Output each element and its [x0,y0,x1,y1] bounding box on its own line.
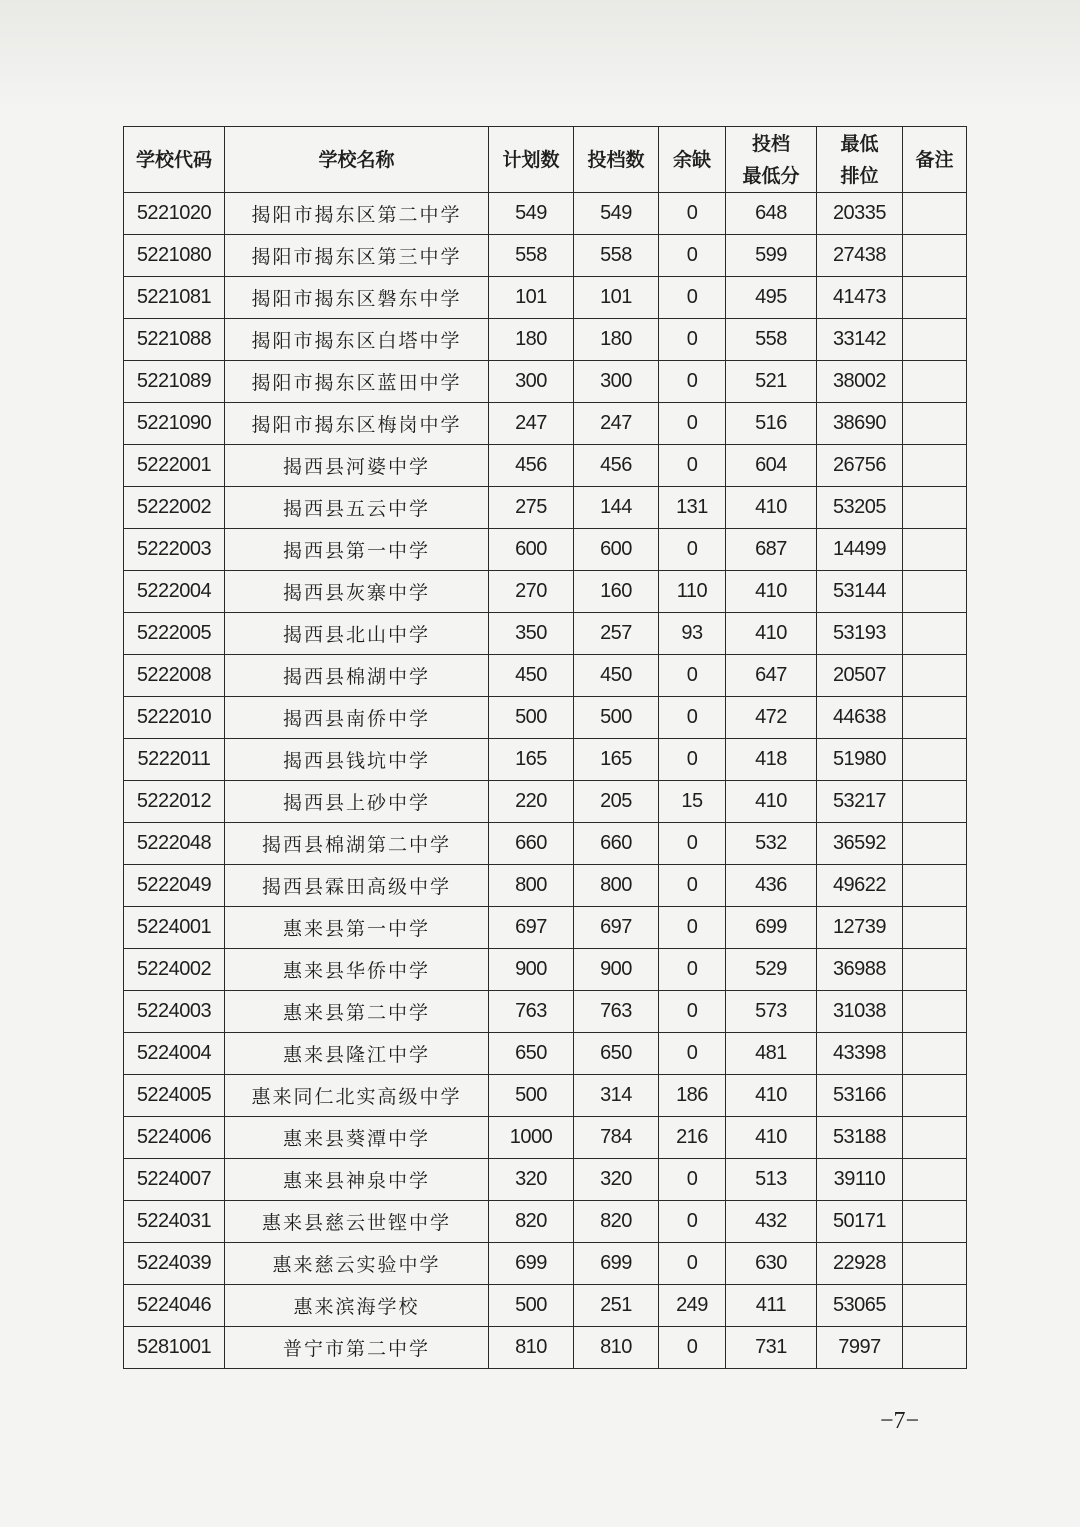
cell-remarks [903,697,967,739]
cell-vacancy: 0 [659,865,726,907]
cell-remarks [903,1201,967,1243]
cell-min-score: 410 [726,571,817,613]
table-body [124,193,967,1369]
cell-remarks [903,445,967,487]
cell-vacancy: 0 [659,1159,726,1201]
cell-vacancy: 0 [659,739,726,781]
cell-code: 5221020 [124,193,225,235]
cell-name: 揭西县北山中学 [225,613,489,655]
cell-code: 5281001 [124,1327,225,1369]
cell-name: 惠来同仁北实高级中学 [225,1075,489,1117]
cell-plan: 558 [489,235,574,277]
header-code: 学校代码 [124,127,225,193]
cell-vacancy: 110 [659,571,726,613]
table-header-row [124,127,967,193]
cell-code: 5224002 [124,949,225,991]
cell-name: 惠来县华侨中学 [225,949,489,991]
cell-code: 5224046 [124,1285,225,1327]
cell-filed: 784 [574,1117,659,1159]
cell-min-rank: 27438 [817,235,903,277]
cell-filed: 763 [574,991,659,1033]
cell-name: 揭西县灰寨中学 [225,571,489,613]
cell-code: 5222002 [124,487,225,529]
cell-filed: 900 [574,949,659,991]
cell-min-rank: 53144 [817,571,903,613]
cell-filed: 205 [574,781,659,823]
cell-min-rank: 38002 [817,361,903,403]
cell-filed: 549 [574,193,659,235]
cell-filed: 450 [574,655,659,697]
cell-code: 5222010 [124,697,225,739]
cell-name: 揭阳市揭东区第二中学 [225,193,489,235]
cell-plan: 1000 [489,1117,574,1159]
cell-min-score: 558 [726,319,817,361]
cell-filed: 558 [574,235,659,277]
cell-plan: 697 [489,907,574,949]
cell-min-score: 647 [726,655,817,697]
cell-min-score: 516 [726,403,817,445]
cell-min-score: 436 [726,865,817,907]
cell-vacancy: 0 [659,1201,726,1243]
cell-min-rank: 50171 [817,1201,903,1243]
cell-plan: 660 [489,823,574,865]
cell-remarks [903,1159,967,1201]
header-min-score-line1: 投档 [751,132,790,155]
cell-vacancy: 0 [659,277,726,319]
cell-vacancy: 93 [659,613,726,655]
cell-min-rank: 20335 [817,193,903,235]
cell-filed: 165 [574,739,659,781]
cell-min-rank: 43398 [817,1033,903,1075]
header-min-rank-line1: 最低 [840,132,879,155]
cell-code: 5222003 [124,529,225,571]
cell-min-rank: 7997 [817,1327,903,1369]
cell-min-rank: 41473 [817,277,903,319]
cell-filed: 300 [574,361,659,403]
cell-filed: 247 [574,403,659,445]
table-row [124,1285,967,1327]
cell-min-rank: 33142 [817,319,903,361]
cell-filed: 180 [574,319,659,361]
cell-vacancy: 0 [659,655,726,697]
cell-name: 揭阳市揭东区第三中学 [225,235,489,277]
header-vacancy: 余缺 [659,127,726,193]
header-min-rank [817,127,903,193]
cell-remarks [903,1117,967,1159]
cell-code: 5224003 [124,991,225,1033]
cell-min-score: 410 [726,1117,817,1159]
cell-name: 惠来县神泉中学 [225,1159,489,1201]
cell-code: 5224031 [124,1201,225,1243]
cell-name: 普宁市第二中学 [225,1327,489,1369]
cell-plan: 320 [489,1159,574,1201]
cell-name: 惠来县葵潭中学 [225,1117,489,1159]
cell-min-rank: 12739 [817,907,903,949]
cell-code: 5224004 [124,1033,225,1075]
cell-remarks [903,487,967,529]
cell-min-score: 687 [726,529,817,571]
cell-min-rank: 53217 [817,781,903,823]
cell-remarks [903,865,967,907]
cell-code: 5222012 [124,781,225,823]
scan-shadow [0,0,1080,110]
cell-remarks [903,1033,967,1075]
cell-name: 揭西县第一中学 [225,529,489,571]
cell-name: 惠来县隆江中学 [225,1033,489,1075]
header-min-score-line2: 最低分 [742,164,800,187]
cell-min-score: 418 [726,739,817,781]
cell-remarks [903,403,967,445]
cell-plan: 101 [489,277,574,319]
cell-min-score: 648 [726,193,817,235]
table-row [124,571,967,613]
cell-code: 5222008 [124,655,225,697]
cell-min-rank: 49622 [817,865,903,907]
header-min-score [726,127,817,193]
table-row [124,1117,967,1159]
cell-code: 5221090 [124,403,225,445]
cell-vacancy: 0 [659,907,726,949]
cell-remarks [903,235,967,277]
cell-code: 5221089 [124,361,225,403]
cell-code: 5224005 [124,1075,225,1117]
cell-min-score: 731 [726,1327,817,1369]
cell-min-score: 532 [726,823,817,865]
cell-plan: 450 [489,655,574,697]
cell-vacancy: 0 [659,949,726,991]
cell-code: 5224001 [124,907,225,949]
cell-code: 5224039 [124,1243,225,1285]
cell-vacancy: 0 [659,445,726,487]
cell-vacancy: 0 [659,991,726,1033]
cell-name: 揭西县钱坑中学 [225,739,489,781]
cell-plan: 800 [489,865,574,907]
cell-vacancy: 0 [659,235,726,277]
cell-code: 5221088 [124,319,225,361]
cell-plan: 549 [489,193,574,235]
cell-name: 惠来滨海学校 [225,1285,489,1327]
table-row [124,1033,967,1075]
cell-min-score: 573 [726,991,817,1033]
cell-remarks [903,991,967,1033]
cell-code: 5222011 [124,739,225,781]
table-row [124,613,967,655]
cell-filed: 314 [574,1075,659,1117]
table-row [124,991,967,1033]
cell-min-score: 521 [726,361,817,403]
cell-filed: 257 [574,613,659,655]
cell-filed: 456 [574,445,659,487]
cell-min-rank: 44638 [817,697,903,739]
cell-vacancy: 0 [659,697,726,739]
table-row [124,403,967,445]
cell-min-score: 411 [726,1285,817,1327]
cell-min-rank: 51980 [817,739,903,781]
cell-plan: 500 [489,697,574,739]
cell-min-score: 699 [726,907,817,949]
cell-vacancy: 249 [659,1285,726,1327]
cell-plan: 820 [489,1201,574,1243]
table-row [124,361,967,403]
table-row [124,1159,967,1201]
cell-name: 揭西县上砂中学 [225,781,489,823]
cell-vacancy: 0 [659,1243,726,1285]
cell-vacancy: 0 [659,1327,726,1369]
cell-min-score: 599 [726,235,817,277]
cell-min-rank: 22928 [817,1243,903,1285]
cell-filed: 800 [574,865,659,907]
page-number: −7− [880,1408,920,1434]
cell-code: 5222049 [124,865,225,907]
cell-remarks [903,529,967,571]
cell-name: 惠来慈云实验中学 [225,1243,489,1285]
cell-plan: 650 [489,1033,574,1075]
cell-remarks [903,1285,967,1327]
cell-filed: 820 [574,1201,659,1243]
cell-filed: 160 [574,571,659,613]
table-row [124,193,967,235]
header-name: 学校名称 [225,127,489,193]
cell-min-score: 481 [726,1033,817,1075]
cell-remarks [903,361,967,403]
cell-name: 惠来县慈云世铿中学 [225,1201,489,1243]
header-min-rank-line2: 排位 [840,164,879,187]
cell-name: 揭西县五云中学 [225,487,489,529]
cell-vacancy: 186 [659,1075,726,1117]
table-row [124,655,967,697]
cell-code: 5224007 [124,1159,225,1201]
cell-remarks [903,781,967,823]
cell-code: 5221080 [124,235,225,277]
cell-filed: 144 [574,487,659,529]
header-filed: 投档数 [574,127,659,193]
cell-name: 揭西县棉湖第二中学 [225,823,489,865]
cell-vacancy: 0 [659,193,726,235]
cell-min-rank: 53193 [817,613,903,655]
table-row [124,319,967,361]
table-row [124,1327,967,1369]
cell-plan: 247 [489,403,574,445]
table-row [124,235,967,277]
cell-min-rank: 31038 [817,991,903,1033]
cell-vacancy: 0 [659,529,726,571]
cell-plan: 275 [489,487,574,529]
table-row [124,529,967,571]
cell-remarks [903,1243,967,1285]
cell-filed: 650 [574,1033,659,1075]
cell-min-rank: 20507 [817,655,903,697]
cell-min-score: 529 [726,949,817,991]
cell-filed: 101 [574,277,659,319]
cell-plan: 810 [489,1327,574,1369]
cell-min-rank: 53065 [817,1285,903,1327]
cell-name: 揭阳市揭东区蓝田中学 [225,361,489,403]
cell-remarks [903,319,967,361]
cell-remarks [903,949,967,991]
admission-table [123,126,967,1369]
table-row [124,1243,967,1285]
cell-vacancy: 216 [659,1117,726,1159]
cell-name: 揭西县棉湖中学 [225,655,489,697]
cell-name: 惠来县第二中学 [225,991,489,1033]
cell-plan: 500 [489,1285,574,1327]
cell-remarks [903,823,967,865]
cell-remarks [903,655,967,697]
cell-plan: 220 [489,781,574,823]
cell-vacancy: 0 [659,823,726,865]
table-row [124,865,967,907]
cell-min-score: 630 [726,1243,817,1285]
cell-name: 揭阳市揭东区磐东中学 [225,277,489,319]
table-row [124,445,967,487]
cell-filed: 320 [574,1159,659,1201]
table-row [124,697,967,739]
cell-remarks [903,1327,967,1369]
cell-min-score: 410 [726,781,817,823]
table-row [124,781,967,823]
cell-min-rank: 14499 [817,529,903,571]
cell-min-score: 472 [726,697,817,739]
table-row [124,949,967,991]
cell-min-rank: 26756 [817,445,903,487]
cell-name: 揭阳市揭东区梅岗中学 [225,403,489,445]
cell-vacancy: 0 [659,403,726,445]
cell-min-score: 495 [726,277,817,319]
cell-remarks [903,739,967,781]
cell-min-rank: 38690 [817,403,903,445]
cell-vacancy: 131 [659,487,726,529]
cell-filed: 810 [574,1327,659,1369]
table-row [124,277,967,319]
cell-min-score: 410 [726,487,817,529]
cell-filed: 251 [574,1285,659,1327]
cell-code: 5222001 [124,445,225,487]
cell-name: 揭西县河婆中学 [225,445,489,487]
table-row [124,1075,967,1117]
cell-plan: 165 [489,739,574,781]
cell-remarks [903,277,967,319]
cell-code: 5221081 [124,277,225,319]
cell-remarks [903,571,967,613]
table-row [124,1201,967,1243]
cell-vacancy: 0 [659,1033,726,1075]
cell-plan: 600 [489,529,574,571]
cell-remarks [903,1075,967,1117]
cell-filed: 660 [574,823,659,865]
header-plan: 计划数 [489,127,574,193]
cell-name: 惠来县第一中学 [225,907,489,949]
cell-remarks [903,193,967,235]
cell-remarks [903,613,967,655]
cell-filed: 500 [574,697,659,739]
cell-min-rank: 36988 [817,949,903,991]
cell-min-score: 432 [726,1201,817,1243]
cell-name: 揭阳市揭东区白塔中学 [225,319,489,361]
table-row [124,487,967,529]
cell-min-score: 410 [726,1075,817,1117]
cell-code: 5224006 [124,1117,225,1159]
cell-plan: 270 [489,571,574,613]
cell-filed: 697 [574,907,659,949]
cell-plan: 350 [489,613,574,655]
table-row [124,823,967,865]
cell-min-rank: 53188 [817,1117,903,1159]
cell-remarks [903,907,967,949]
cell-plan: 180 [489,319,574,361]
cell-min-score: 410 [726,613,817,655]
cell-min-rank: 53205 [817,487,903,529]
table-row [124,907,967,949]
cell-filed: 699 [574,1243,659,1285]
cell-plan: 900 [489,949,574,991]
header-remarks: 备注 [903,127,967,193]
cell-min-rank: 36592 [817,823,903,865]
cell-plan: 763 [489,991,574,1033]
cell-code: 5222048 [124,823,225,865]
cell-min-rank: 53166 [817,1075,903,1117]
cell-code: 5222004 [124,571,225,613]
cell-min-rank: 39110 [817,1159,903,1201]
cell-vacancy: 15 [659,781,726,823]
cell-plan: 456 [489,445,574,487]
cell-plan: 300 [489,361,574,403]
cell-vacancy: 0 [659,319,726,361]
cell-min-score: 604 [726,445,817,487]
cell-name: 揭西县霖田高级中学 [225,865,489,907]
cell-plan: 699 [489,1243,574,1285]
cell-min-score: 513 [726,1159,817,1201]
cell-filed: 600 [574,529,659,571]
table-row [124,739,967,781]
cell-name: 揭西县南侨中学 [225,697,489,739]
cell-vacancy: 0 [659,361,726,403]
cell-code: 5222005 [124,613,225,655]
cell-plan: 500 [489,1075,574,1117]
